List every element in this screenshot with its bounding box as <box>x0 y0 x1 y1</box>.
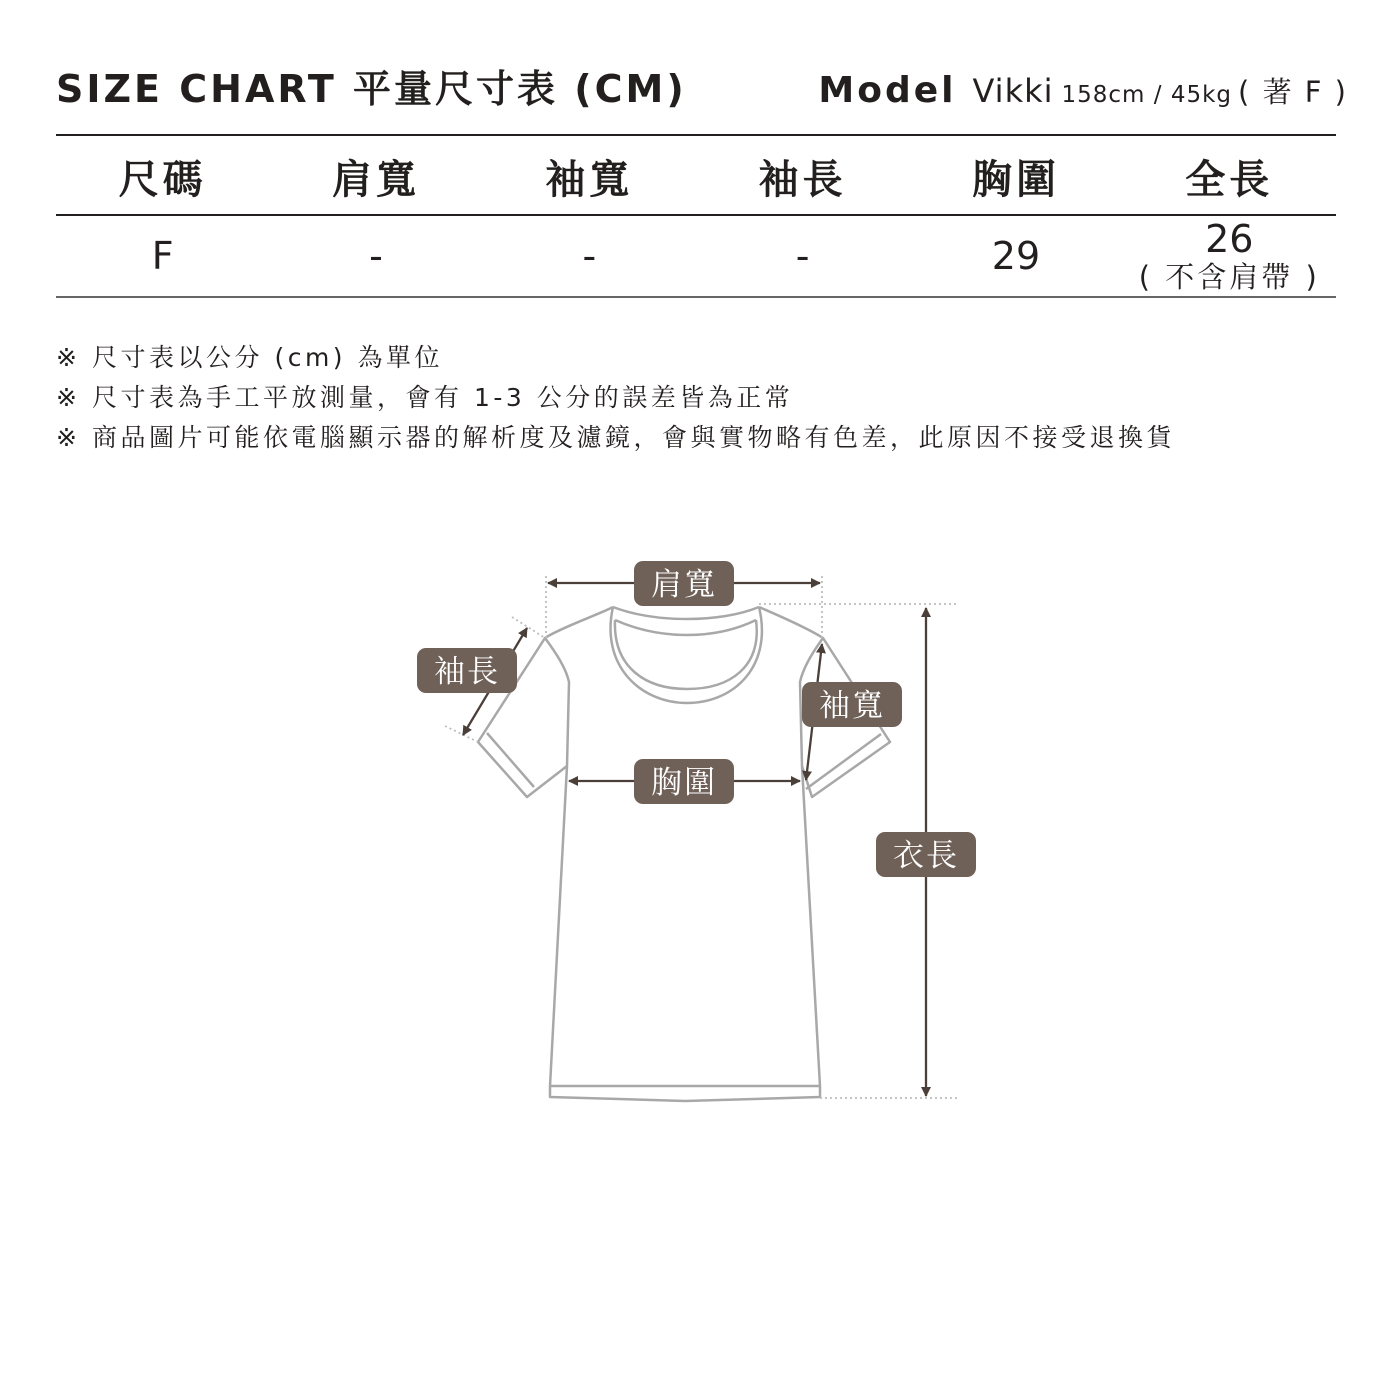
cell-size: F <box>151 234 174 278</box>
model-worn-size: ( 著 F ) <box>1238 75 1348 109</box>
label-sleeve-width-text: 袖寬 <box>819 688 885 724</box>
label-sleeve-length-text: 袖長 <box>434 654 500 690</box>
cell-chest: 29 <box>991 234 1041 278</box>
measure-arrows <box>463 583 926 1096</box>
label-length-text: 衣長 <box>893 838 959 874</box>
note-mark: ※ <box>56 343 81 372</box>
label-shoulder <box>634 561 734 606</box>
right-sleeve-hem <box>806 734 881 789</box>
note-mark: ※ <box>56 383 81 412</box>
cell-length-note: ( 不含肩帶 ) <box>1138 259 1320 294</box>
note-text: 商品圖片可能依電腦顯示器的解析度及濾鏡，會與實物略有色差，此原因不接受退換貨 <box>92 423 1176 452</box>
model-name: Vikki <box>972 72 1054 110</box>
cell-sleeve-length: - <box>795 234 810 278</box>
tshirt-collar-inner <box>615 620 757 689</box>
note-text: 尺寸表以公分 (cm) 為單位 <box>92 343 443 372</box>
model-stats: 158cm / 45kg <box>1061 82 1233 108</box>
label-sleeve-length <box>417 648 517 693</box>
tshirt-neck-back-inner <box>615 620 756 635</box>
page-title: SIZE CHART 平量尺寸表 (CM) <box>56 67 687 111</box>
note-mark: ※ <box>56 423 81 452</box>
label-shoulder-text: 肩寬 <box>651 567 717 603</box>
column-header-chest: 胸圍 <box>971 156 1060 203</box>
tshirt-outline <box>478 607 890 1101</box>
column-header-length: 全長 <box>1185 156 1274 203</box>
label-sleeve-width <box>802 682 902 727</box>
cell-sleeve-width: - <box>582 234 597 278</box>
label-chest <box>634 759 734 804</box>
label-length <box>876 832 976 877</box>
label-chest-text: 胸圍 <box>651 765 717 801</box>
tshirt-neck-back <box>613 607 759 619</box>
cell-length-value: 26 <box>1205 216 1254 261</box>
left-armhole <box>545 638 569 766</box>
column-header-shoulder: 肩寬 <box>331 156 420 203</box>
tshirt-body-outline <box>478 607 890 1101</box>
column-header-size: 尺碼 <box>118 156 207 203</box>
column-header-sleeve-length: 袖長 <box>758 156 847 203</box>
note-text: 尺寸表為手工平放測量，會有 1-3 公分的誤差皆為正常 <box>92 383 794 412</box>
model-label: Model <box>818 70 957 111</box>
column-header-sleeve-width: 袖寬 <box>545 156 634 203</box>
cell-shoulder: - <box>369 234 383 278</box>
